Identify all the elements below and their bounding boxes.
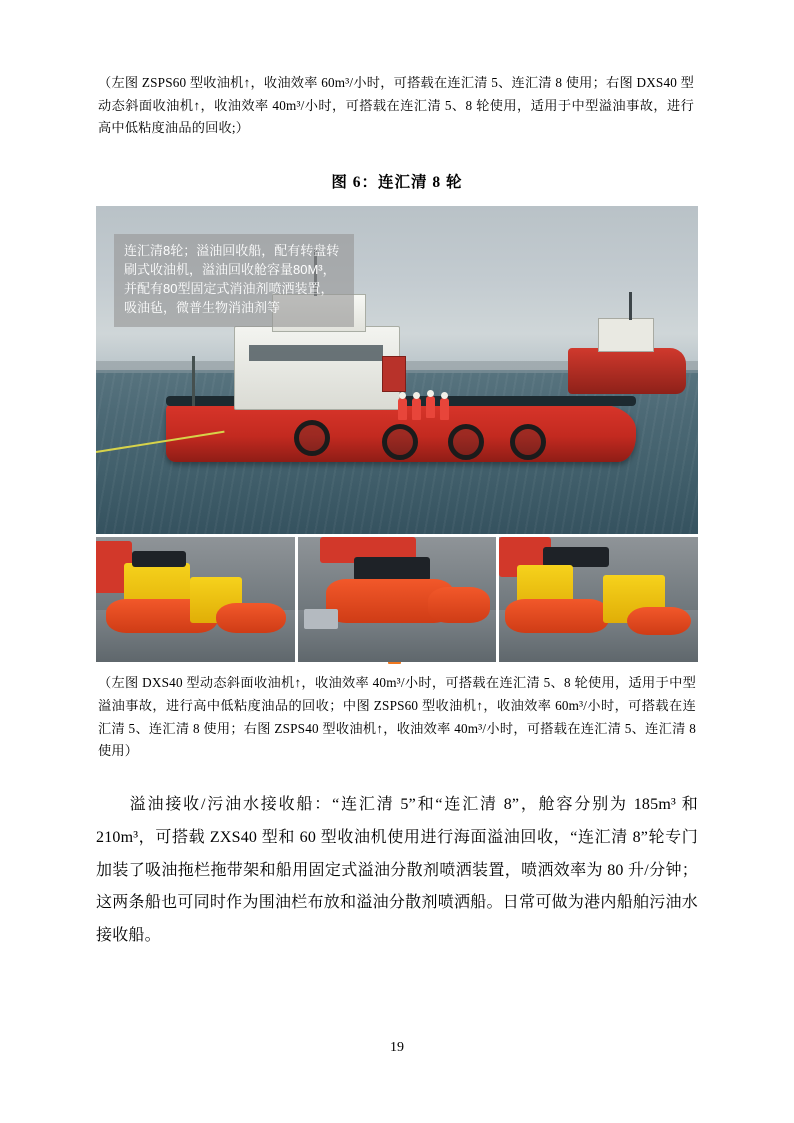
thumb-skimmer-dark-cover [354, 557, 430, 581]
photo-strip [96, 537, 698, 662]
photo-tugboat-mast [629, 292, 632, 320]
photo-crew-member [426, 396, 435, 418]
page-number: 19 [390, 1040, 404, 1055]
photo-main-ship-bow-mast [192, 356, 195, 406]
photo-fender-tyre [448, 424, 484, 460]
photo-main-vessel [96, 206, 698, 534]
photo-fender-tyre [382, 424, 418, 460]
photo-thumb-zsps60 [298, 537, 497, 662]
photo-thumb-dxs40 [96, 537, 295, 662]
photo-thumb-zsps40 [499, 537, 698, 662]
paragraph-text: 溢油接收/污油水接收船：“连汇清 5”和“连汇清 8”，舱容分别为 185m³ 和 210m³，可搭载 ZXS40 型和 60 型收油机使用进行海面溢油回收，“连汇清 8”轮专门加装了吸油拖栏拖带架和船用固定式溢油分散剂喷洒装置，喷洒效率为 80 升/分钟；这两条船也可同时作为围油栏布放和溢油分散剂喷洒船。日常可做为港内船舶污油水接收船。 [96, 795, 698, 945]
page-content [96, 72, 698, 953]
photo-tugboat-house [598, 318, 654, 352]
thumb-skimmer-orange-float [216, 603, 286, 633]
figure-title: 图 6：连汇清 8 轮 [331, 174, 463, 192]
thumb-skimmer-dark-cover [132, 551, 186, 567]
photo-crew-member [398, 398, 407, 420]
thumb-skimmer-orange-float [627, 607, 691, 635]
photo-crew-member [412, 398, 421, 420]
photo-tugboat-hull [568, 348, 686, 394]
caption-bottom: （左图 DXS40 型动态斜面收油机↑，收油效率 40m³/小时，可搭载在连汇清 5、8 轮使用，适用于中型溢油事故，进行高中低粘度油品的回收；中图 ZSPS60 型收油机↑，收油效率 60m³/小时，可搭载在连汇清 5、连汇清 8 使用；右图 ZSPS40 型收油机↑，收油效率 40m³/小时，可搭载在连汇清 5、连汇清 8 使用） [98, 675, 696, 759]
body-paragraph [96, 789, 698, 953]
caption-top: （左图 ZSPS60 型收油机↑，收油效率 60m³/小时，可搭载在连汇清 5、连汇清 8 使用；右图 DXS40 型动态斜面收油机↑，收油效率 40m³/小时，可搭载在连汇清 5、8 轮使用，适用于中型溢油事故，进行高中低粘度油品的回收;） [98, 75, 694, 136]
photo-crew-member [440, 398, 449, 420]
photo-fender-tyre [510, 424, 546, 460]
thumb-grey-part [304, 609, 338, 629]
thumb-skimmer-orange-float [428, 587, 490, 623]
thumb-skimmer-dark-cover [543, 547, 609, 567]
photo-overlay-note: 连汇清8轮；溢油回收船，配有转盘转刷式收油机，溢油回收舱容量80M³，并配有80型固定式消油剂喷洒装置，吸油毡，微普生物消油剂等 [114, 234, 354, 327]
photo-main-ship-funnel [382, 356, 406, 392]
photo-fender-tyre [294, 420, 330, 456]
thumb-skimmer-orange-float [505, 599, 609, 633]
photo-main-ship-deckhouse [234, 326, 400, 410]
